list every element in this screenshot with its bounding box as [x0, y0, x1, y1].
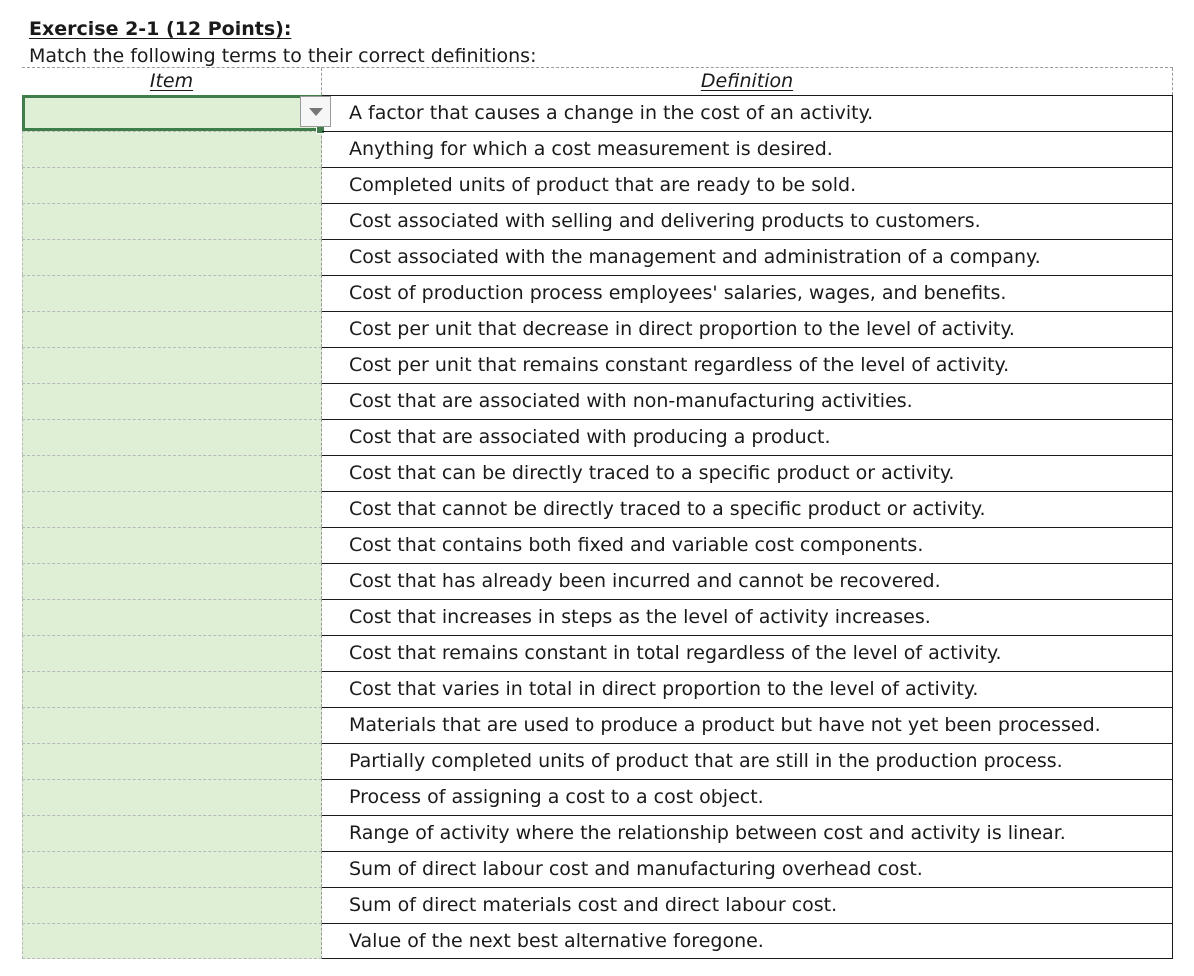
- table-row: [22, 923, 1173, 959]
- table-row: [22, 131, 1173, 167]
- table-row: [22, 671, 1173, 707]
- answer-cell[interactable]: [22, 923, 322, 959]
- table-row: [22, 167, 1173, 203]
- definition-cell: Process of assigning a cost to a cost object.: [322, 779, 1173, 815]
- definition-cell: Cost that are associated with non-manufacturing activities.: [322, 383, 1173, 419]
- answer-cell[interactable]: [22, 419, 322, 455]
- definition-cell: Sum of direct labour cost and manufacturing overhead cost.: [322, 851, 1173, 887]
- column-header-definition: Definition: [322, 68, 1173, 95]
- chevron-down-icon: [309, 108, 323, 116]
- answer-cell[interactable]: [22, 203, 322, 239]
- table-row: [22, 383, 1173, 419]
- definition-cell: Sum of direct materials cost and direct labour cost.: [322, 887, 1173, 923]
- answer-cell[interactable]: [22, 239, 322, 275]
- answer-cell[interactable]: [22, 95, 322, 131]
- definition-cell: Cost that varies in total in direct proportion to the level of activity.: [322, 671, 1173, 707]
- definition-cell: Materials that are used to produce a product but have not yet been processed.: [322, 707, 1173, 743]
- answer-cell[interactable]: [22, 779, 322, 815]
- definition-cell: Cost that has already been incurred and cannot be recovered.: [322, 563, 1173, 599]
- answer-cell[interactable]: [22, 599, 322, 635]
- answer-cell[interactable]: [22, 347, 322, 383]
- answer-cell[interactable]: [22, 527, 322, 563]
- answer-cell[interactable]: [22, 707, 322, 743]
- table-row: [22, 599, 1173, 635]
- definition-cell: Cost that cannot be directly traced to a specific product or activity.: [322, 491, 1173, 527]
- answer-cell[interactable]: [22, 455, 322, 491]
- definition-cell: Cost associated with selling and delivering products to customers.: [322, 203, 1173, 239]
- table-row: [22, 743, 1173, 779]
- table-row: [22, 563, 1173, 599]
- answer-cell[interactable]: [22, 887, 322, 923]
- table-row: [22, 95, 1173, 131]
- definition-cell: Cost of production process employees' salaries, wages, and benefits.: [322, 275, 1173, 311]
- instructions-text: Match the following terms to their correct definitions:: [29, 45, 537, 67]
- definition-cell: Anything for which a cost measurement is desired.: [322, 131, 1173, 167]
- answer-cell[interactable]: [22, 311, 322, 347]
- definition-cell: Value of the next best alternative foregone.: [322, 923, 1173, 959]
- definition-cell: Cost associated with the management and administration of a company.: [322, 239, 1173, 275]
- answer-cell[interactable]: [22, 671, 322, 707]
- table-row: [22, 311, 1173, 347]
- answer-cell[interactable]: [22, 743, 322, 779]
- answer-cell[interactable]: [22, 851, 322, 887]
- matching-table: [22, 67, 1173, 959]
- answer-cell[interactable]: [22, 563, 322, 599]
- table-row: [22, 239, 1173, 275]
- answer-cell[interactable]: [22, 275, 322, 311]
- definition-cell: Cost that remains constant in total regardless of the level of activity.: [322, 635, 1173, 671]
- column-header-item: Item: [22, 68, 322, 95]
- answer-cell[interactable]: [22, 167, 322, 203]
- table-row: [22, 455, 1173, 491]
- dropdown-button[interactable]: [300, 96, 331, 127]
- table-row: [22, 707, 1173, 743]
- answer-cell[interactable]: [22, 635, 322, 671]
- definition-cell: Cost that increases in steps as the level of activity increases.: [322, 599, 1173, 635]
- table-row: [22, 887, 1173, 923]
- definition-cell: Cost that are associated with producing a product.: [322, 419, 1173, 455]
- table-row: [22, 815, 1173, 851]
- answer-cell[interactable]: [22, 131, 322, 167]
- definition-cell: Cost per unit that remains constant regardless of the level of activity.: [322, 347, 1173, 383]
- table-header-row: [22, 67, 1173, 95]
- answer-cell[interactable]: [22, 383, 322, 419]
- definition-cell: Range of activity where the relationship between cost and activity is linear.: [322, 815, 1173, 851]
- table-row: [22, 347, 1173, 383]
- definition-cell: Completed units of product that are ready to be sold.: [322, 167, 1173, 203]
- exercise-title: Exercise 2-1 (12 Points):: [29, 18, 292, 40]
- table-row: [22, 635, 1173, 671]
- table-row: [22, 851, 1173, 887]
- table-row: [22, 779, 1173, 815]
- definition-cell: A factor that causes a change in the cost of an activity.: [322, 95, 1173, 131]
- answer-cell[interactable]: [22, 815, 322, 851]
- definition-cell: Cost per unit that decrease in direct proportion to the level of activity.: [322, 311, 1173, 347]
- answer-cell[interactable]: [22, 491, 322, 527]
- definition-cell: Cost that contains both fixed and variable cost components.: [322, 527, 1173, 563]
- table-row: [22, 203, 1173, 239]
- table-row: [22, 491, 1173, 527]
- definition-cell: Cost that can be directly traced to a specific product or activity.: [322, 455, 1173, 491]
- table-row: [22, 275, 1173, 311]
- table-row: [22, 527, 1173, 563]
- table-body: [22, 95, 1173, 959]
- definition-cell: Partially completed units of product that are still in the production process.: [322, 743, 1173, 779]
- table-row: [22, 419, 1173, 455]
